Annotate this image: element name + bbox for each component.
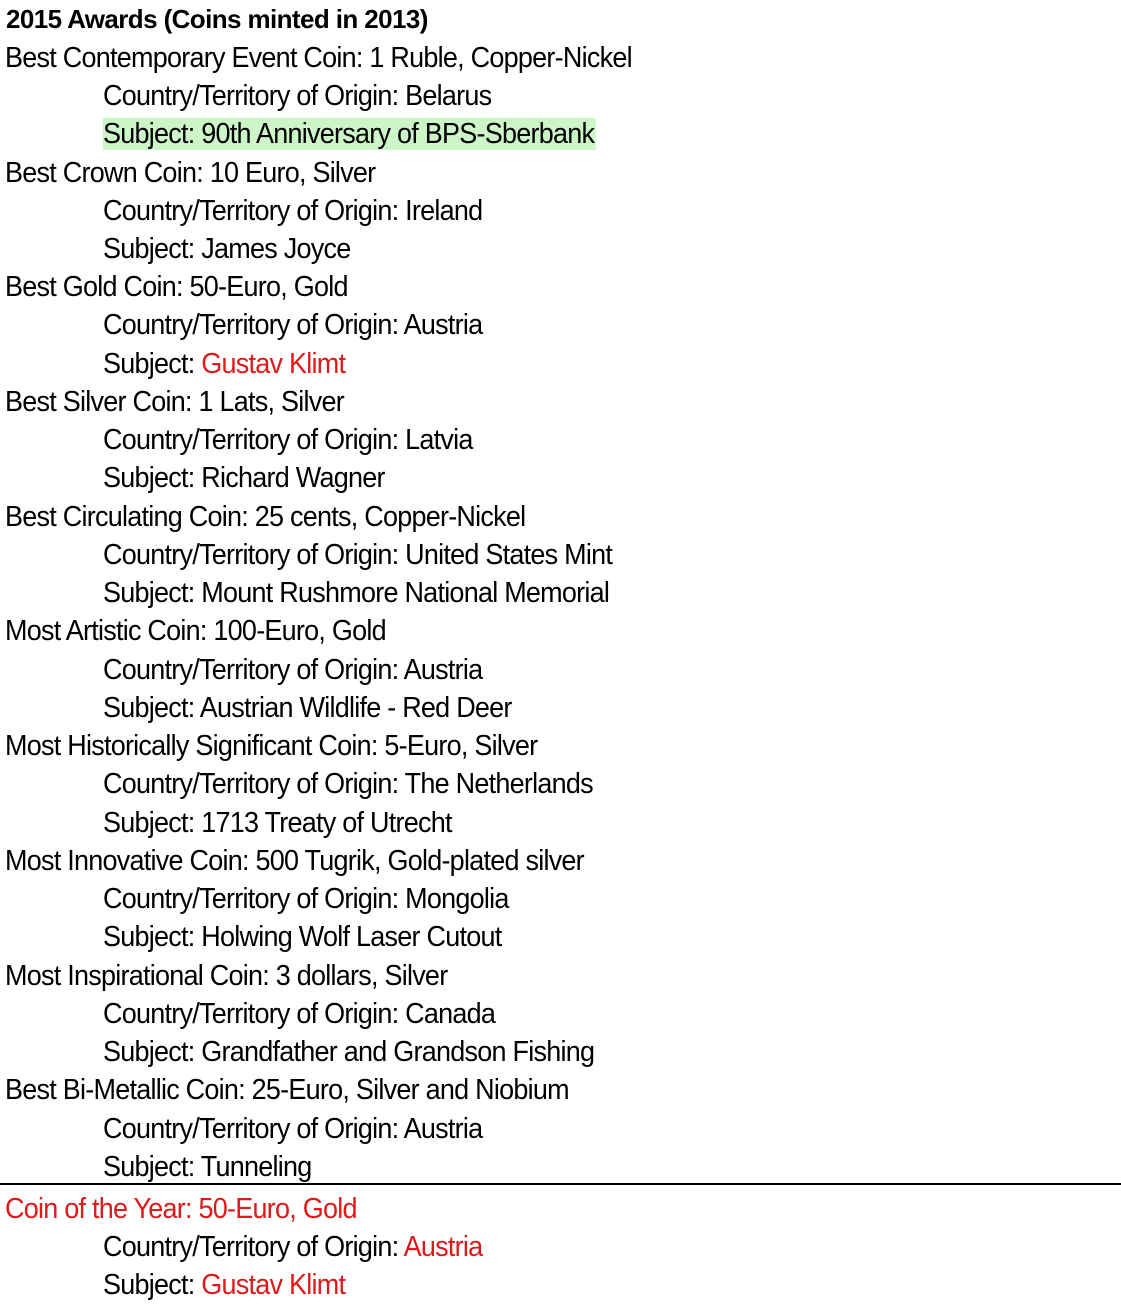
origin-value: Belarus: [405, 80, 492, 112]
subject-value: 1713 Treaty of Utrecht: [201, 807, 452, 839]
origin-value: The Netherlands: [404, 768, 593, 800]
origin-label: Country/Territory of Origin:: [103, 768, 405, 800]
subject-label: Subject:: [103, 118, 202, 150]
origin-value: Latvia: [405, 424, 473, 456]
coin-of-the-year-origin: [103, 1229, 482, 1265]
award-category: Most Historically Significant Coin: 5-Euro, Silver: [5, 730, 538, 762]
origin-label: Country/Territory of Origin:: [103, 195, 406, 227]
award-category: Most Inspirational Coin: 3 dollars, Silver: [5, 960, 448, 992]
highlighted-subject: [103, 118, 596, 150]
page-title: 2015 Awards (Coins minted in 2013): [6, 4, 428, 34]
subject-value: 90th Anniversary of BPS-Sberbank: [201, 118, 595, 150]
award-origin: [103, 193, 482, 229]
subject-label: Subject:: [103, 807, 202, 839]
subject-label: Subject:: [103, 921, 202, 953]
subject-label: Subject:: [103, 1269, 202, 1301]
divider-rule: [0, 1183, 1121, 1185]
award-subject: [103, 116, 596, 152]
subject-label: Subject:: [103, 1036, 202, 1068]
award-subject: [103, 805, 452, 841]
origin-label: Country/Territory of Origin:: [103, 80, 406, 112]
award-subject: [103, 690, 512, 726]
origin-label: Country/Territory of Origin:: [103, 998, 406, 1030]
subject-label: Subject:: [103, 462, 202, 494]
origin-value: Austria: [403, 309, 483, 341]
award-category: Most Artistic Coin: 100-Euro, Gold: [5, 615, 386, 647]
award-category: Best Bi-Metallic Coin: 25-Euro, Silver and Niobium: [5, 1074, 569, 1106]
award-subject: [103, 346, 345, 382]
subject-label: Subject:: [103, 348, 202, 380]
award-origin: [103, 652, 482, 688]
origin-label: Country/Territory of Origin:: [103, 424, 406, 456]
coin-of-the-year-category: Coin of the Year: 50-Euro, Gold: [5, 1193, 357, 1225]
origin-value: Ireland: [405, 195, 483, 227]
subject-value: Mount Rushmore National Memorial: [201, 577, 610, 609]
award-origin: [103, 881, 509, 917]
subject-value: Gustav Klimt: [201, 1269, 346, 1301]
award-subject: [103, 1149, 312, 1185]
award-category: Best Contemporary Event Coin: 1 Ruble, Copper-Nickel: [5, 42, 632, 74]
award-subject: [103, 575, 609, 611]
origin-label: Country/Territory of Origin:: [103, 883, 406, 915]
subject-label: Subject:: [103, 1151, 201, 1183]
origin-label: Country/Territory of Origin:: [103, 1231, 404, 1263]
award-origin: [103, 422, 473, 458]
origin-value: Mongolia: [405, 883, 509, 915]
origin-label: Country/Territory of Origin:: [103, 309, 404, 341]
award-origin: [103, 307, 482, 343]
subject-value: Austrian Wildlife - Red Deer: [199, 692, 512, 724]
award-origin: [103, 996, 495, 1032]
award-subject: [103, 919, 501, 955]
award-subject: [103, 231, 350, 267]
award-origin: [103, 537, 612, 573]
origin-value: Austria: [403, 1231, 483, 1263]
subject-label: Subject:: [103, 692, 200, 724]
coin-of-the-year-subject: [103, 1267, 345, 1303]
subject-label: Subject:: [103, 233, 202, 265]
award-category: Best Gold Coin: 50-Euro, Gold: [5, 271, 348, 303]
award-origin: [103, 766, 593, 802]
subject-value: James Joyce: [201, 233, 351, 265]
award-category: Best Circulating Coin: 25 cents, Copper-Nickel: [5, 501, 526, 533]
subject-label: Subject:: [103, 577, 202, 609]
subject-value: Grandfather and Grandson Fishing: [201, 1036, 595, 1068]
award-category: Most Innovative Coin: 500 Tugrik, Gold-plated silver: [5, 845, 584, 877]
award-origin: [103, 1111, 482, 1147]
origin-label: Country/Territory of Origin:: [103, 539, 406, 571]
award-subject: [103, 460, 385, 496]
award-subject: [103, 1034, 594, 1070]
origin-value: Canada: [405, 998, 496, 1030]
origin-value: Austria: [403, 654, 483, 686]
subject-value: Holwing Wolf Laser Cutout: [201, 921, 502, 953]
subject-value: Gustav Klimt: [201, 348, 346, 380]
award-origin: [103, 78, 491, 114]
subject-value: Tunneling: [200, 1151, 312, 1183]
subject-value: Richard Wagner: [201, 462, 385, 494]
award-category: Best Crown Coin: 10 Euro, Silver: [5, 157, 376, 189]
origin-value: United States Mint: [405, 539, 613, 571]
award-category: Best Silver Coin: 1 Lats, Silver: [5, 386, 344, 418]
origin-value: Austria: [403, 1113, 483, 1145]
origin-label: Country/Territory of Origin:: [103, 654, 404, 686]
origin-label: Country/Territory of Origin:: [103, 1113, 404, 1145]
